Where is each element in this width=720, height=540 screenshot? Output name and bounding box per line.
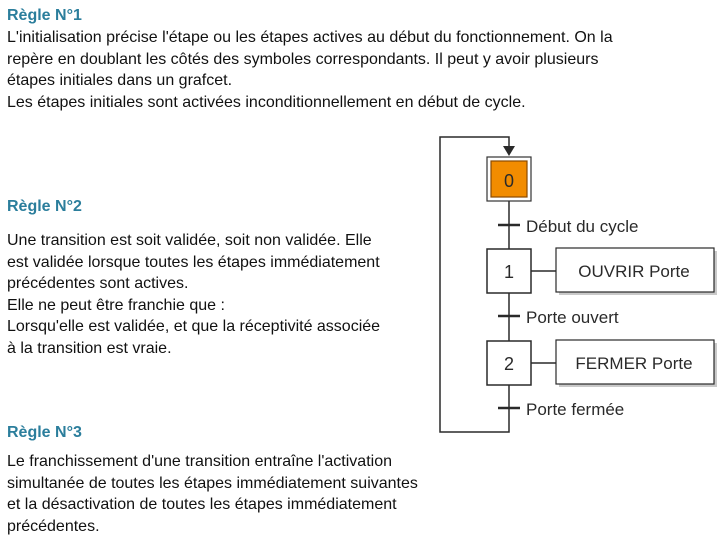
action-1-label: OUVRIR Porte xyxy=(578,262,690,281)
transition-1-label: Porte ouvert xyxy=(526,308,619,327)
step-2-number: 2 xyxy=(503,354,515,374)
step-1-number: 1 xyxy=(503,262,515,282)
rule-2-line: précédentes sont actives. xyxy=(7,275,189,292)
rule-3-title: Règle N°3 xyxy=(7,424,82,441)
loop-arrow-icon xyxy=(503,146,515,156)
transition-0-label: Début du cycle xyxy=(526,217,639,236)
rule-1-line: repère en doublant les côtés des symboles correspondants. Il peut y avoir plusieurs xyxy=(7,50,599,68)
rule-3-line: et la désactivation de toutes les étapes immédiatement xyxy=(7,496,397,513)
rule-3-line: Le franchissement d'une transition entraîne l'activation xyxy=(7,453,392,470)
rule-2-line: est validée lorsque toutes les étapes immédiatement xyxy=(7,253,380,271)
rule-2-line: Une transition est soit validée, soit non validée. Elle xyxy=(7,232,372,249)
initial-step-number: 0 xyxy=(503,171,515,191)
rule-2-title: Règle N°2 xyxy=(7,198,82,215)
rule-1-line: Les étapes initiales sont activées inconditionnellement en début de cycle. xyxy=(7,93,526,111)
rule-2-line: à la transition est vraie. xyxy=(7,339,172,357)
transition-2-label: Porte fermée xyxy=(526,400,625,419)
rule-1-line: L'initialisation précise l'étape ou les étapes actives au début du fonctionnement. On la xyxy=(7,29,613,46)
rule-3-line: précédentes. xyxy=(7,517,100,535)
action-2-label: FERMER Porte xyxy=(575,354,693,373)
rule-2-line: Elle ne peut être franchie que : xyxy=(7,296,225,314)
rule-3-line: simultanée de toutes les étapes immédiatement suivantes xyxy=(7,474,418,492)
rule-1-line: étapes initiales dans un grafcet. xyxy=(7,72,233,89)
rule-2-line: Lorsqu'elle est validée, et que la réceptivité associée xyxy=(7,318,381,335)
rule-1-title: Règle N°1 xyxy=(7,7,82,24)
